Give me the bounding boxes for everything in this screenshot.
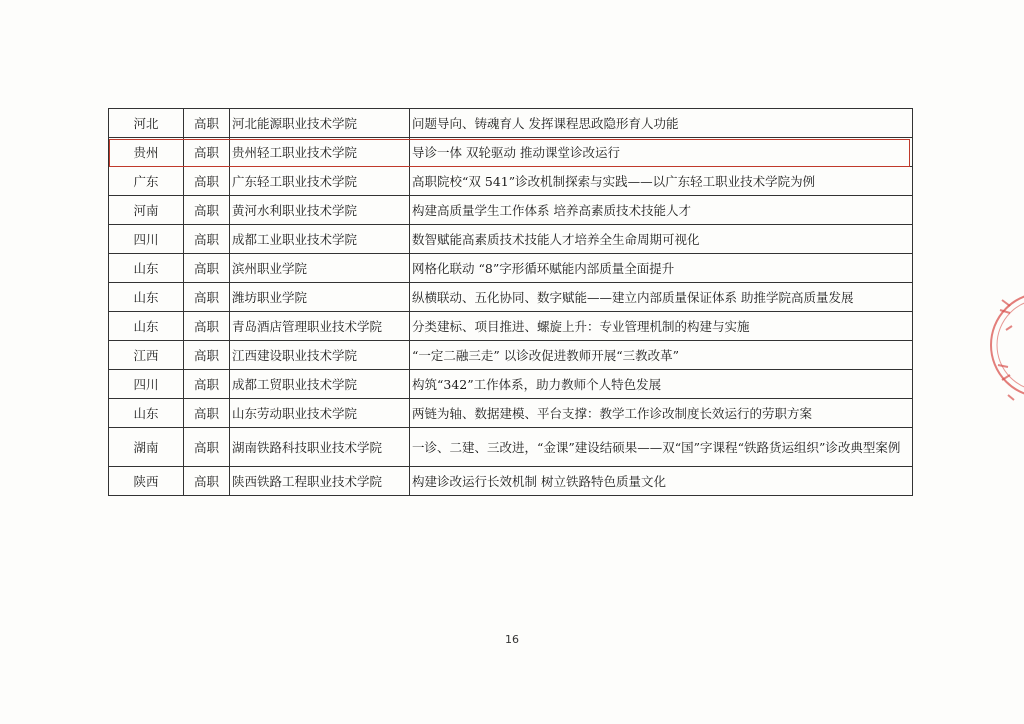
school-cell: 青岛酒店管理职业技术学院: [230, 312, 410, 341]
school-cell: 成都工业职业技术学院: [230, 225, 410, 254]
province-cell: 湖南: [109, 428, 184, 467]
table-row: [109, 428, 913, 467]
type-cell: 高职: [184, 138, 230, 167]
table-row: [109, 312, 913, 341]
school-cell: 潍坊职业学院: [230, 283, 410, 312]
red-seal-stamp: [988, 270, 1024, 420]
type-cell: 高职: [184, 312, 230, 341]
school-cell: 江西建设职业技术学院: [230, 341, 410, 370]
page-number: 16: [505, 633, 519, 646]
type-cell: 高职: [184, 283, 230, 312]
type-cell: 高职: [184, 109, 230, 138]
province-cell: 四川: [109, 370, 184, 399]
theme-cell: 问题导向、铸魂育人 发挥课程思政隐形育人功能: [410, 109, 913, 138]
province-cell: 四川: [109, 225, 184, 254]
table-row: [109, 283, 913, 312]
type-cell: 高职: [184, 196, 230, 225]
table-row: [109, 109, 913, 138]
province-cell: 河南: [109, 196, 184, 225]
province-cell: 山东: [109, 399, 184, 428]
province-cell: 广东: [109, 167, 184, 196]
province-cell: 山东: [109, 283, 184, 312]
table-row: [109, 467, 913, 496]
type-cell: 高职: [184, 428, 230, 467]
province-cell: 贵州: [109, 138, 184, 167]
theme-cell: 构建高质量学生工作体系 培养高素质技术技能人才: [410, 196, 913, 225]
type-cell: 高职: [184, 341, 230, 370]
theme-cell: 数智赋能高素质技术技能人才培养全生命周期可视化: [410, 225, 913, 254]
province-cell: 山东: [109, 312, 184, 341]
school-cell: 湖南铁路科技职业技术学院: [230, 428, 410, 467]
type-cell: 高职: [184, 467, 230, 496]
province-cell: 江西: [109, 341, 184, 370]
table-row: [109, 341, 913, 370]
school-cell: 贵州轻工职业技术学院: [230, 138, 410, 167]
table-row: [109, 138, 913, 167]
table-row: [109, 225, 913, 254]
theme-cell: 导诊一体 双轮驱动 推动课堂诊改运行: [410, 138, 913, 167]
school-cell: 广东轻工职业技术学院: [230, 167, 410, 196]
type-cell: 高职: [184, 399, 230, 428]
province-cell: 山东: [109, 254, 184, 283]
table-row: [109, 167, 913, 196]
school-cell: 山东劳动职业技术学院: [230, 399, 410, 428]
table-row: [109, 254, 913, 283]
theme-cell: 分类建标、项目推进、螺旋上升：专业管理机制的构建与实施: [410, 312, 913, 341]
province-cell: 河北: [109, 109, 184, 138]
theme-cell: 一诊、二建、三改进，“金课”建设结硕果——双“国”字课程“铁路货运组织”诊改典型案例: [410, 428, 913, 467]
case-list-body: [109, 109, 913, 496]
table-row: [109, 196, 913, 225]
case-list-table: [108, 108, 913, 496]
school-cell: 河北能源职业技术学院: [230, 109, 410, 138]
school-cell: 黄河水利职业技术学院: [230, 196, 410, 225]
theme-cell: 构建诊改运行长效机制 树立铁路特色质量文化: [410, 467, 913, 496]
type-cell: 高职: [184, 370, 230, 399]
type-cell: 高职: [184, 225, 230, 254]
theme-cell: 纵横联动、五化协同、数字赋能——建立内部质量保证体系 助推学院高质量发展: [410, 283, 913, 312]
province-cell: 陕西: [109, 467, 184, 496]
table-row: [109, 399, 913, 428]
type-cell: 高职: [184, 254, 230, 283]
theme-cell: 两链为轴、数据建模、平台支撑：教学工作诊改制度长效运行的劳职方案: [410, 399, 913, 428]
theme-cell: “一定二融三走” 以诊改促进教师开展“三教改革”: [410, 341, 913, 370]
school-cell: 滨州职业学院: [230, 254, 410, 283]
school-cell: 陕西铁路工程职业技术学院: [230, 467, 410, 496]
school-cell: 成都工贸职业技术学院: [230, 370, 410, 399]
theme-cell: 网格化联动 “8”字形循环赋能内部质量全面提升: [410, 254, 913, 283]
type-cell: 高职: [184, 167, 230, 196]
theme-cell: 高职院校“双 541”诊改机制探索与实践——以广东轻工职业技术学院为例: [410, 167, 913, 196]
table-row: [109, 370, 913, 399]
theme-cell: 构筑“342”工作体系，助力教师个人特色发展: [410, 370, 913, 399]
